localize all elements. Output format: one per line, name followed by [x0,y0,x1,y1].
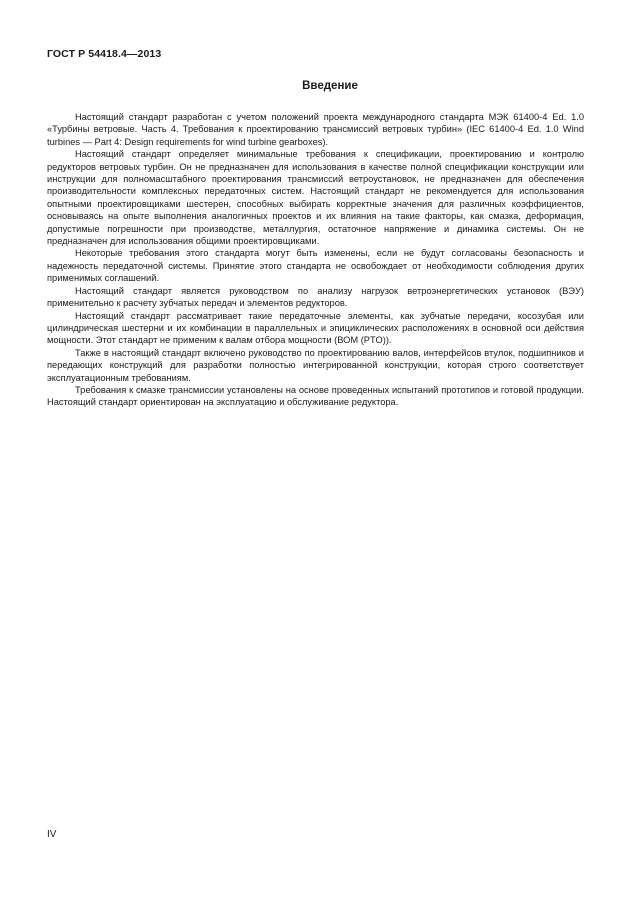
paragraph-4: Настоящий стандарт является руководством по анализу нагрузок ветроэнергетических установок (ВЭУ) применительно к расчету зубчатых передач и элементов редукторов. [47,285,584,309]
section-title: Введение [302,80,358,92]
page-number: IV [47,829,57,840]
paragraph-2: Настоящий стандарт определяет минимальные требования к спецификации, проектированию и контролю редукторов ветровых турбин. Он не предназначен для использования в качестве полной спецификации конструкции или инструкции для полномасштабного проектирования трансмиссий ветроустановок, не предназначен для обеспечения производительности комплексных передаточных систем. Настоящий стандарт не рекомендуется для использования опытными проектировщиками шестерен, способных выбирать корректные значения для различных коэффициентов, основываясь на опыте выполнения аналогичных проектов и их влияния на такие факторы, как смазка, деформация, допустимые погрешности при производстве, металлургия, остаточное напряжение и динамика системы. Он не предназначен для использования общими проектировщиками. [47,149,584,247]
paragraph-1: Настоящий стандарт разработан с учетом положений проекта международного стандарта МЭК 61400-4 Ed. 1.0 «Турбины ветровые. Часть 4. Требования к проектированию трансмиссий ветровых турбин» (IEC 61400-4 Ed. 1.0 Wind turbines — Part 4: Design requirements for wind turbine gearboxes). [47,112,584,147]
paragraph-6: Также в настоящий стандарт включено руководство по проектированию валов, интерфейсов втулок, подшипников и передающих конструкций для разработки полностью интегрированной конструкции, которая строго соответствует эксплуатационным требованиям. [47,347,584,383]
paragraph-7: Требования к смазке трансмиссии установлены на основе проведенных испытаний прототипов и готовой продукции. Настоящий стандарт ориентирован на эксплуатацию и обслуживание редуктора. [47,384,584,408]
paragraph-3: Некоторые требования этого стандарта могут быть изменены, если не будут согласованы безопасность и надежность передаточной системы. Принятие этого стандарта не освобождает от необходимости соблюдения других применимых соглашений. [47,248,584,284]
paragraph-5: Настоящий стандарт рассматривает такие передаточные элементы, как зубчатые передачи, косозубая или цилиндрическая шестерни и их комбинации в параллельных и эпициклических расположениях в основной оси действия мощности. Этот стандарт не применим к валам отбора мощности (ВОМ (PTO)). [47,310,584,346]
introduction-body [47,111,584,409]
document-id-header: ГОСТ Р 54418.4—2013 [47,48,162,60]
